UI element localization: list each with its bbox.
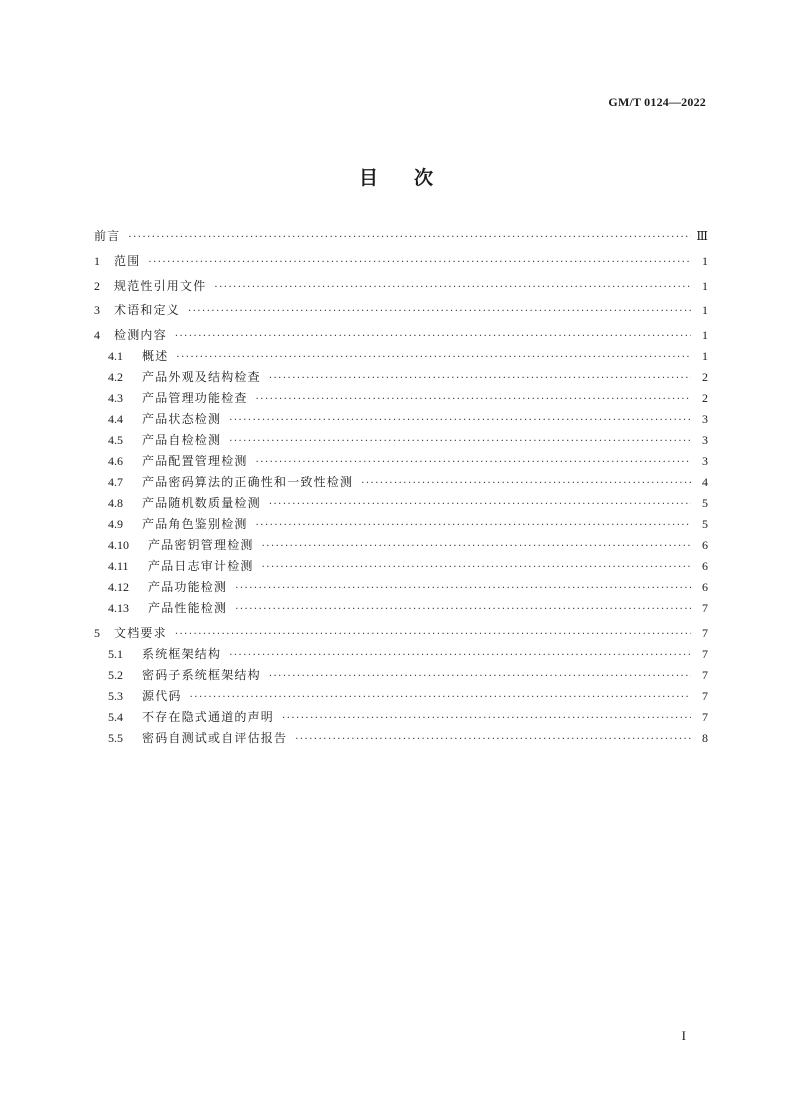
toc-entry-number: 5.5 <box>108 730 123 745</box>
toc-entry[interactable] <box>94 300 708 321</box>
toc-entry-page: 3 <box>702 454 708 469</box>
table-of-contents <box>94 226 708 749</box>
toc-entry[interactable] <box>94 430 708 451</box>
toc-entry-label: 不存在隐式通道的声明 <box>142 709 275 724</box>
toc-entry[interactable] <box>94 276 708 297</box>
page-title: 目次 <box>358 167 469 189</box>
toc-entry-number: 4.10 <box>108 538 129 553</box>
toc-entry-number: 4.8 <box>108 496 123 511</box>
toc-leader-dots <box>235 578 691 599</box>
toc-entry-label: 范围 <box>114 253 141 268</box>
toc-entry-number: 4.2 <box>108 370 123 385</box>
toc-leader-dots <box>269 494 691 515</box>
toc-entry-page: 1 <box>702 328 708 343</box>
toc-entry-number: 4.11 <box>108 559 129 574</box>
toc-entry-page: 7 <box>702 667 708 682</box>
toc-entry-number: 4.1 <box>108 349 123 364</box>
toc-entry-number: 2 <box>94 278 100 293</box>
toc-entry-label: 产品外观及结构检查 <box>142 370 261 385</box>
toc-leader-dots <box>175 624 691 645</box>
toc-entry-number: 4.9 <box>108 517 123 532</box>
toc-entry-label: 产品密码算法的正确性和一致性检测 <box>142 475 354 490</box>
toc-entry-number: 4.4 <box>108 412 123 427</box>
toc-entry[interactable] <box>94 514 708 535</box>
toc-entry-page: 4 <box>702 475 708 490</box>
toc-entry-page: 5 <box>702 496 708 511</box>
toc-entry-page: 7 <box>702 646 708 661</box>
toc-entry-page: 3 <box>702 412 708 427</box>
toc-leader-dots <box>269 666 691 687</box>
toc-leader-dots <box>282 708 691 729</box>
toc-entry[interactable] <box>94 493 708 514</box>
toc-leader-dots <box>176 347 691 368</box>
toc-entry[interactable] <box>94 226 708 247</box>
toc-entry-label: 产品密钥管理检测 <box>148 538 254 553</box>
toc-leader-dots <box>175 326 691 347</box>
toc-entry-page: 7 <box>702 625 708 640</box>
toc-entry[interactable] <box>94 577 708 598</box>
toc-entry-page: 7 <box>702 601 708 616</box>
toc-leader-dots <box>256 452 691 473</box>
toc-entry[interactable] <box>94 409 708 430</box>
toc-entry-label: 前言 <box>94 229 121 243</box>
toc-entry[interactable] <box>94 251 708 272</box>
toc-entry-page: 3 <box>702 433 708 448</box>
toc-entry-number: 5.3 <box>108 688 123 703</box>
toc-entry-number: 4.7 <box>108 475 123 490</box>
toc-leader-dots <box>229 410 691 431</box>
toc-entry[interactable] <box>94 325 708 346</box>
toc-entry-number: 4.3 <box>108 391 123 406</box>
toc-leader-dots <box>361 473 691 494</box>
toc-entry-label: 源代码 <box>142 688 182 703</box>
toc-entry-label: 产品状态检测 <box>142 412 222 427</box>
toc-leader-dots <box>235 599 691 620</box>
toc-entry-label: 产品配置管理检测 <box>142 454 248 469</box>
toc-entry-page: 1 <box>702 253 708 268</box>
toc-leader-dots <box>188 301 691 322</box>
toc-entry-page: 6 <box>702 559 708 574</box>
toc-entry-label: 术语和定义 <box>114 303 181 318</box>
toc-entry-label: 系统框架结构 <box>142 646 222 661</box>
toc-entry-number: 4.5 <box>108 433 123 448</box>
toc-entry-label: 文档要求 <box>114 625 167 640</box>
toc-leader-dots <box>229 645 691 666</box>
toc-entry[interactable] <box>94 665 708 686</box>
toc-entry-number: 4.13 <box>108 601 129 616</box>
toc-entry-number: 3 <box>94 303 100 318</box>
toc-entry-number: 5.4 <box>108 709 123 724</box>
toc-leader-dots <box>148 252 691 273</box>
toc-entry-page: 2 <box>702 370 708 385</box>
toc-entry-page: 7 <box>702 688 708 703</box>
standard-code: GM/T 0124—2022 <box>608 95 706 109</box>
toc-entry-label: 密码自测试或自评估报告 <box>142 730 288 745</box>
toc-entry[interactable] <box>94 535 708 556</box>
toc-entry-page: 5 <box>702 517 708 532</box>
toc-entry-label: 产品日志审计检测 <box>148 559 254 574</box>
toc-entry-number: 1 <box>94 253 100 268</box>
toc-entry-label: 规范性引用文件 <box>114 278 207 293</box>
toc-entry-label: 产品性能检测 <box>148 601 228 616</box>
toc-entry[interactable] <box>94 367 708 388</box>
toc-entry-number: 5.2 <box>108 667 123 682</box>
toc-entry[interactable] <box>94 623 708 644</box>
toc-entry-number: 5.1 <box>108 646 123 661</box>
toc-leader-dots <box>128 227 691 248</box>
toc-entry[interactable] <box>94 472 708 493</box>
toc-entry-page: 6 <box>702 538 708 553</box>
toc-entry[interactable] <box>94 556 708 577</box>
toc-leader-dots <box>190 687 691 708</box>
toc-entry[interactable] <box>94 598 708 619</box>
toc-leader-dots <box>262 536 691 557</box>
toc-entry-page: 2 <box>702 391 708 406</box>
toc-entry-page: 6 <box>702 580 708 595</box>
toc-entry-page: 1 <box>702 278 708 293</box>
toc-entry[interactable] <box>94 707 708 728</box>
toc-entry[interactable] <box>94 728 708 749</box>
toc-leader-dots <box>295 729 691 750</box>
toc-leader-dots <box>262 557 691 578</box>
toc-entry-label: 密码子系统框架结构 <box>142 667 261 682</box>
toc-entry[interactable] <box>94 451 708 472</box>
toc-entry-number: 4.6 <box>108 454 123 469</box>
toc-entry-label: 产品自检检测 <box>142 433 222 448</box>
toc-entry[interactable] <box>94 686 708 707</box>
toc-entry-number: 5 <box>94 625 100 640</box>
toc-entry[interactable] <box>94 346 708 367</box>
toc-entry-label: 产品管理功能检查 <box>142 391 248 406</box>
toc-leader-dots <box>256 389 691 410</box>
toc-entry-page: 1 <box>702 303 708 318</box>
toc-leader-dots <box>229 431 691 452</box>
toc-leader-dots <box>214 277 691 298</box>
toc-entry-label: 产品随机数质量检测 <box>142 496 261 511</box>
toc-entry-label: 概述 <box>142 349 169 364</box>
page-number: I <box>681 1028 686 1043</box>
toc-leader-dots <box>256 515 691 536</box>
toc-entry-label: 产品功能检测 <box>148 580 228 595</box>
toc-entry-label: 检测内容 <box>114 328 167 343</box>
toc-entry-number: 4.12 <box>108 580 129 595</box>
toc-entry-label: 产品角色鉴别检测 <box>142 517 248 532</box>
toc-entry-page: 1 <box>702 349 708 364</box>
toc-entry-number: 4 <box>94 328 100 343</box>
toc-entry-page: 7 <box>702 709 708 724</box>
toc-entry-page: 8 <box>702 730 708 745</box>
toc-leader-dots <box>269 368 691 389</box>
toc-entry[interactable] <box>94 388 708 409</box>
toc-entry-page: Ⅲ <box>696 229 708 243</box>
toc-entry[interactable] <box>94 644 708 665</box>
